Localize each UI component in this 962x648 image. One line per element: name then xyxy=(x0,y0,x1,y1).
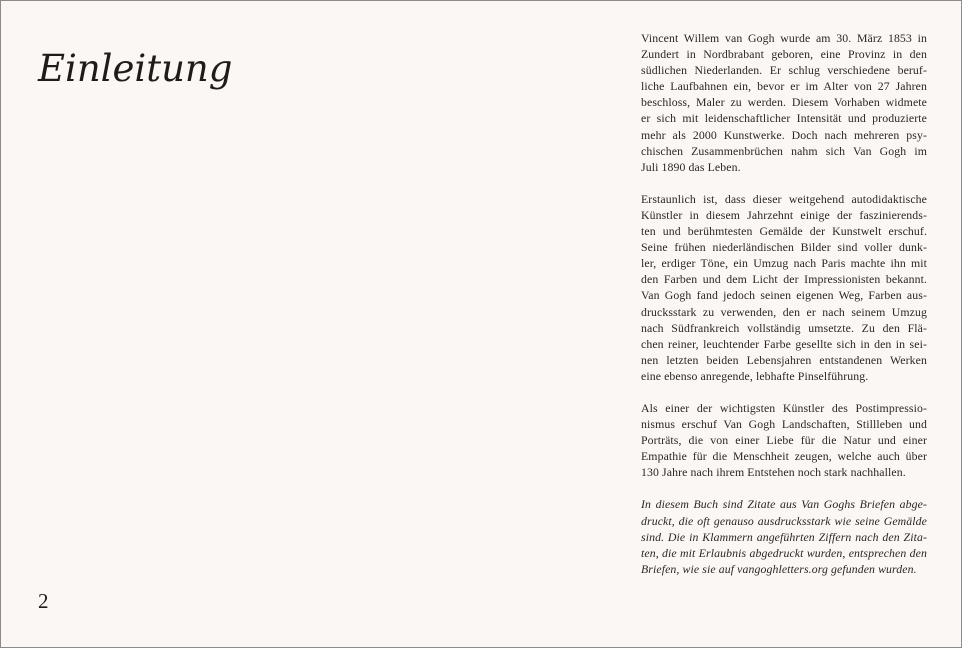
text-line: 130 Jahre nach ihrem Entstehen noch stark nachhallen. xyxy=(641,465,906,480)
text-line: Van Gogh fand jedoch seinen eigenen Weg, Farben aus- xyxy=(641,288,927,303)
text-line: Juli 1890 das Leben. xyxy=(641,159,741,174)
text-line: Erstaunlich ist, dass dieser weitgehend autodidaktische xyxy=(641,191,927,206)
text-line: chischen Zusammenbrüchen nahm sich Van Gogh im xyxy=(641,143,927,158)
text-line: ler, erdiger Töne, ein Umzug nach Paris machte ihn mit xyxy=(641,256,927,271)
text-line: nen letzten beiden Lebensjahren entstandenen Werken xyxy=(641,352,927,367)
page-title: Einleitung xyxy=(38,46,233,90)
text-line: Briefen, wie sie auf vangoghletters.org gefunden wurden. xyxy=(641,561,917,576)
note-paragraph xyxy=(641,496,927,576)
text-line: druckt, die oft genauso ausdrucksstark wie seine Gemälde xyxy=(641,513,927,528)
paragraph-2 xyxy=(641,191,927,384)
text-line: Porträts, die von einer Liebe für die Natur und einer xyxy=(641,433,927,448)
paragraph-3 xyxy=(641,400,927,480)
text-line: beschloss, Maler zu werden. Diesem Vorhaben widmete xyxy=(641,95,927,110)
text-line: eine ebenso anregende, lebhafte Pinselführung. xyxy=(641,368,869,383)
body-text-column xyxy=(641,30,927,593)
text-line: Künstler in diesem Jahrzehnt einige der faszinierends- xyxy=(641,207,927,222)
text-line: sind. Die in Klammern angeführten Ziffern nach den Zita- xyxy=(641,529,927,544)
text-line: er sich mit leidenschaftlicher Intensität und produzierte xyxy=(641,111,927,126)
paragraph-1 xyxy=(641,30,927,175)
text-line: Als einer der wichtigsten Künstler des Postimpressio- xyxy=(641,400,927,415)
text-line: In diesem Buch sind Zitate aus Van Goghs Briefen abge- xyxy=(641,497,927,512)
text-line: Seine frühen niederländischen Bilder sind voller dunk- xyxy=(641,240,927,255)
text-line: nismus erschuf Van Gogh Landschaften, Stillleben und xyxy=(641,417,927,432)
text-line: ten und berühmtesten Gemälde der Kunstwelt erschuf. xyxy=(641,224,927,239)
text-line: liche Laufbahnen ein, bevor er im Alter von 27 Jahren xyxy=(641,79,927,94)
page-number: 2 xyxy=(38,589,49,613)
text-line: den Farben und dem Licht der Impressionisten bekannt. xyxy=(641,272,927,287)
text-line: drucksstark zu verwenden, den er nach seinem Umzug xyxy=(641,304,927,319)
text-line: Empathie für die Menschheit zeugen, welche auch über xyxy=(641,449,927,464)
text-line: mehr als 2000 Kunstwerke. Doch nach mehreren psy- xyxy=(641,127,927,142)
text-line: südlichen Niederlanden. Er schlug verschiedene beruf- xyxy=(641,63,927,78)
text-line: ten, die mit Erlaubnis abgedruckt wurden, entsprechen den xyxy=(641,545,927,560)
text-line: Vincent Willem van Gogh wurde am 30. März 1853 in xyxy=(641,31,927,45)
text-line: Zundert in Nordbrabant geboren, eine Provinz in den xyxy=(641,47,927,62)
text-line: nach Südfrankreich vollständig umsetzte. Zu den Flä- xyxy=(641,320,927,335)
text-line: chen reiner, leuchtender Farbe gesellte sich in den in sei- xyxy=(641,336,927,351)
